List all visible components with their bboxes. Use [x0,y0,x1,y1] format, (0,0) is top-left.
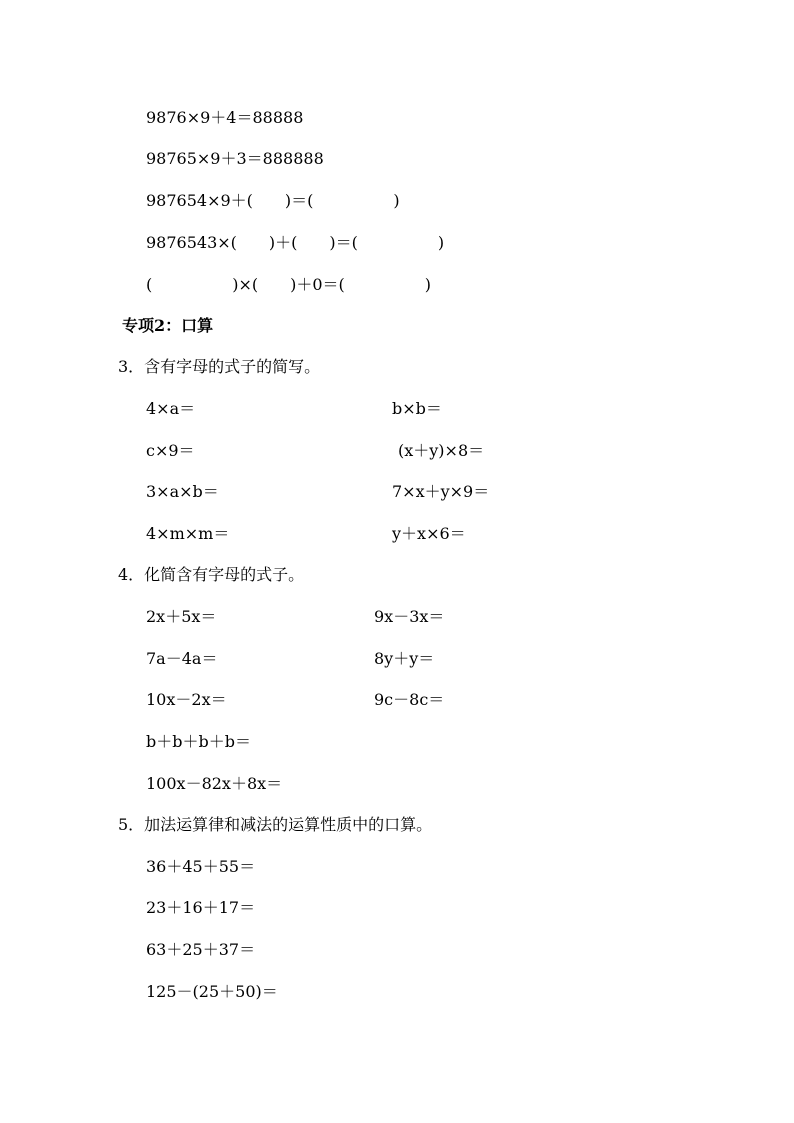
q3-item: 4×a＝ [146,399,196,418]
q3-item: y＋x×6＝ [392,524,466,543]
pattern-line: 9876×9＋4＝88888 [146,108,304,127]
pattern-line: ( )×( )＋0＝( ) [146,275,432,294]
q5-item: 23＋16＋17＝ [146,898,256,917]
q3-item: 3×a×b＝ [146,482,219,501]
q3-item: 4×m×m＝ [146,524,230,543]
q5-item: 63＋25＋37＝ [146,940,256,959]
question-5-title: 5．加法运算律和减法的运算性质中的口算。 [118,815,433,834]
q3-item: 7×x＋y×9＝ [392,482,490,501]
q3-item: (x＋y)×8＝ [398,441,485,460]
q4-item: b＋b＋b＋b＝ [146,732,251,751]
q5-item: 36＋45＋55＝ [146,857,256,876]
pattern-line: 98765×9＋3＝888888 [146,149,324,168]
q4-item: 9x－3x＝ [374,607,445,626]
question-4-title: 4．化简含有字母的式子。 [118,565,305,584]
q4-item: 7a－4a＝ [146,649,218,668]
q5-item: 125－(25＋50)＝ [146,982,278,1001]
q3-item: c×9＝ [146,441,195,460]
pattern-line: 9876543×( )＋( )＝( ) [146,233,445,252]
q4-item: 8y＋y＝ [374,649,435,668]
q3-item: b×b＝ [392,399,442,418]
q4-item: 9c－8c＝ [374,690,445,709]
pattern-line: 987654×9＋( )＝( ) [146,191,400,210]
question-3-title: 3．含有字母的式子的简写。 [118,357,321,376]
q4-item: 100x－82x＋8x＝ [146,774,283,793]
q4-item: 2x＋5x＝ [146,607,217,626]
q4-item: 10x－2x＝ [146,690,227,709]
section-heading: 专项2：口算 [122,316,214,335]
